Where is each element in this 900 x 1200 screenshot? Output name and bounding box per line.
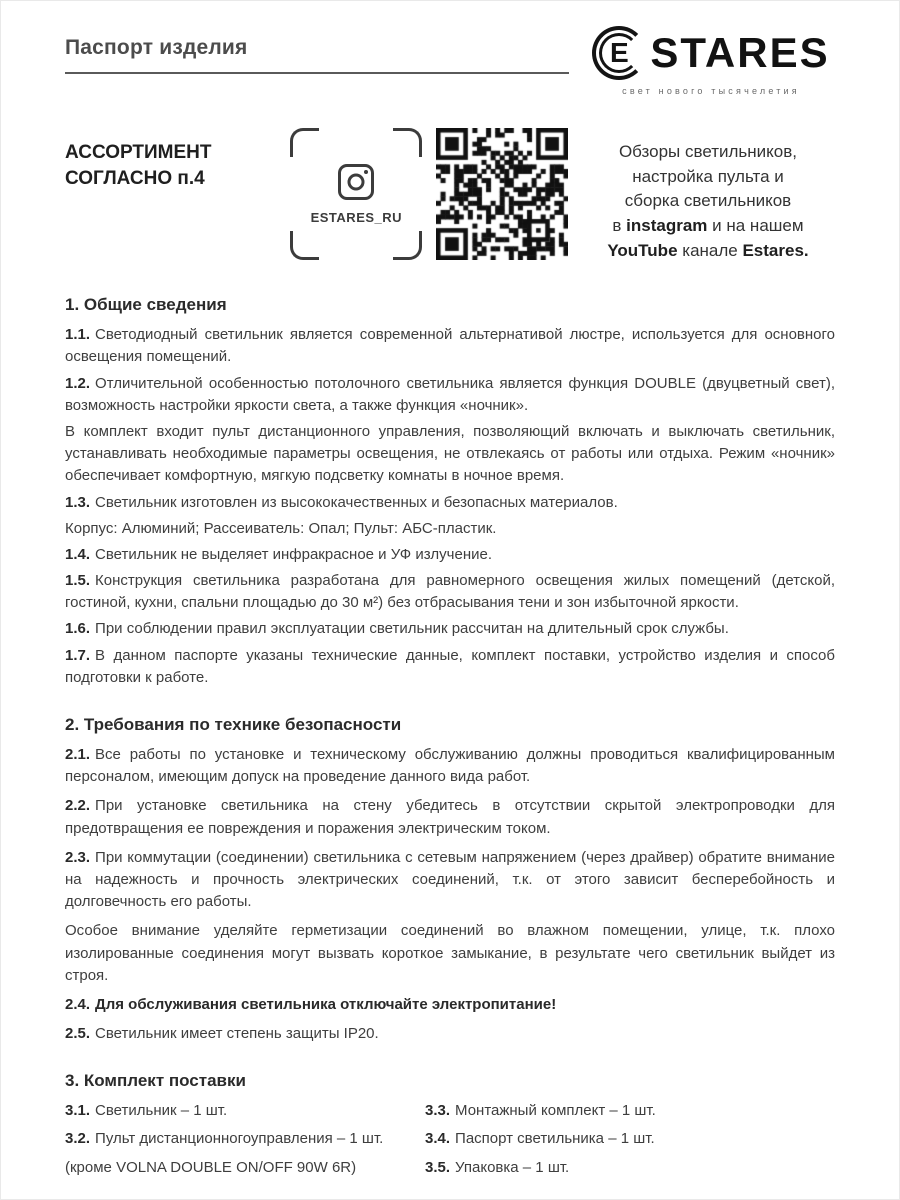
- paragraph: [65, 324, 835, 368]
- promo-bold-estares: Estares.: [742, 240, 809, 260]
- kit-item-text: Паспорт светильника – 1 шт.: [455, 1130, 655, 1148]
- logo-mark-letter: E: [610, 37, 629, 68]
- kit-item-number: 3.1.: [65, 1102, 91, 1120]
- section-package-contents: [65, 1071, 835, 1185]
- paragraph-number: 1.7.: [65, 646, 91, 664]
- logo-brand-text: STARES: [650, 29, 830, 76]
- section-general-info: [65, 295, 835, 689]
- paragraph: [65, 847, 835, 914]
- qr-code-block: [436, 128, 568, 260]
- badge-corner-icon: [290, 128, 319, 157]
- promo-bold-youtube: YouTube: [607, 240, 678, 260]
- assortment-row: [65, 128, 835, 263]
- instagram-icon: [338, 164, 374, 200]
- page-title: Паспорт изделия: [65, 36, 248, 59]
- kit-item-number: 3.2.: [65, 1130, 91, 1148]
- paragraph-text: Светодиодный светильник является современной альтернативой люстре, используется для основного освещения помещений.: [65, 326, 835, 366]
- promo-text-part: и на нашем: [707, 215, 804, 235]
- header-title-block: [65, 26, 569, 74]
- instagram-handle: ESTARES_RU: [310, 209, 403, 225]
- kit-item-text: Светильник – 1 шт.: [95, 1102, 228, 1120]
- paragraph: [65, 570, 835, 614]
- promo-line: настройка пульта и: [632, 166, 784, 186]
- paragraph-text: В данном паспорте указаны технические данные, комплект поставки, устройство изделия и способ подготовки к работе.: [65, 646, 835, 686]
- paragraph-number: 2.4.: [65, 995, 91, 1013]
- paragraph: [65, 645, 835, 689]
- qr-code: [436, 128, 568, 260]
- promo-line: [581, 239, 835, 264]
- kit-column-right: [425, 1100, 835, 1185]
- paragraph-number: 2.1.: [65, 746, 91, 764]
- kit-column-left: [65, 1100, 425, 1185]
- promo-bold-instagram: instagram: [626, 215, 708, 235]
- section-safety-requirements: [65, 715, 835, 1045]
- paragraph-number: 2.3.: [65, 848, 91, 866]
- promo-line: [581, 214, 835, 239]
- kit-item: [425, 1128, 835, 1150]
- paragraph-text: Все работы по установке и техническому обслуживанию должны проводиться квалифицированным персоналом, имеющим допуск на проведение данного вида работ.: [65, 746, 835, 786]
- kit-item: [425, 1157, 835, 1179]
- instagram-nametag-badge: [290, 128, 422, 260]
- kit-item-note: [65, 1157, 425, 1179]
- section-title: 1. Общие сведения: [65, 295, 227, 315]
- paragraph: [65, 421, 835, 488]
- paragraph-text: При коммутации (соединении) светильника с сетевым напряжением (через драйвер) обратите внимание на надежность и прочность электрических соединений, т.к. от этого зависит бесперебойность и долговечность его работы.: [65, 848, 835, 911]
- paragraph-number: 1.1.: [65, 326, 91, 344]
- paragraph-text: Отличительной особенностью потолочного светильника является функция DOUBLE (двуцветный свет), возможность настройки яркости света, а также функция «ночник».: [65, 374, 835, 414]
- promo-text-part: канале: [677, 240, 743, 260]
- promo-text-part: в: [612, 215, 627, 235]
- paragraph-number: 1.6.: [65, 620, 91, 638]
- paragraph-number: 1.2.: [65, 374, 91, 392]
- assortment-heading-line2: СОГЛАСНО п.4: [65, 167, 205, 189]
- promo-line: Обзоры светильников,: [618, 142, 798, 161]
- promo-line: сборка светильников: [624, 191, 792, 211]
- badge-corner-icon: [393, 128, 422, 157]
- paragraph-text: Светильник не выделяет инфракрасное и УФ излучение.: [95, 545, 493, 563]
- promo-text: [581, 140, 835, 263]
- paragraph: [65, 373, 835, 417]
- kit-item-text: Пульт дистанционногоуправления – 1 шт.: [95, 1130, 384, 1148]
- paragraph: [65, 920, 835, 987]
- paragraph-text: Корпус: Алюминий; Рассеиватель: Опал; Пульт: АБС-пластик.: [65, 519, 497, 537]
- kit-item-number: 3.3.: [425, 1102, 451, 1120]
- logo-tagline: свет нового тысячелетия: [622, 86, 800, 96]
- kit-item-number: 3.5.: [425, 1158, 451, 1176]
- kit-item-text: (кроме VOLNA DOUBLE ON/OFF 90W 6R): [65, 1158, 357, 1176]
- paragraph: [65, 544, 835, 566]
- paragraph-number: 2.2.: [65, 797, 91, 815]
- paragraph-text: Особое внимание уделяйте герметизации соединений во влажном помещении, улице, т.к. плохо изолированные соединения могут вызвать короткое замыкание, в результате чего светильник выйдет из строя.: [65, 922, 835, 984]
- paragraph-text: В комплект входит пульт дистанционного управления, позволяющий включать и выключать светильник, устанавливать необходимые параметры освещения, не отвлекаясь от работы или отдыха. Режим «ночник» обеспечивает комфортную, мягкую подсветку комнаты в ночное время.: [65, 422, 835, 485]
- estares-logo-mark-icon: [592, 26, 646, 80]
- section-title: 2. Требования по технике безопасности: [65, 715, 402, 735]
- kit-item: [65, 1100, 425, 1122]
- paragraph-text: Светильник имеет степень защиты IP20.: [95, 1025, 379, 1043]
- estares-logo: [587, 26, 835, 96]
- kit-item: [65, 1128, 425, 1150]
- paragraph-text: При соблюдении правил эксплуатации светильник рассчитан на длительный срок службы.: [95, 620, 729, 638]
- kit-columns: [65, 1100, 835, 1185]
- paragraph: [65, 518, 835, 540]
- estares-logo-row: [587, 26, 835, 80]
- badge-corner-icon: [393, 231, 422, 260]
- badge-corner-icon: [290, 231, 319, 260]
- paragraph: [65, 1023, 835, 1045]
- assortment-heading: [65, 140, 277, 263]
- assortment-heading-line1: АССОРТИМЕНТ: [65, 142, 212, 163]
- paragraph-number: 1.5.: [65, 572, 91, 590]
- paragraph-text: Светильник изготовлен из высококачественных и безопасных материалов.: [95, 493, 618, 511]
- paragraph: [65, 744, 835, 788]
- paragraph: [65, 492, 835, 514]
- paragraph: [65, 618, 835, 640]
- kit-item-number: 3.4.: [425, 1130, 451, 1148]
- page-header: [65, 26, 835, 96]
- kit-item: [425, 1100, 835, 1122]
- paragraph-number: 1.3.: [65, 493, 91, 511]
- paragraph-number: 2.5.: [65, 1025, 91, 1043]
- paragraph-text: Конструкция светильника разработана для равномерного освещения жилых помещений (детской, гостиной, кухни, спальни площадью до 30 м²) без отбрасывания тени и зон избыточной яркости.: [65, 572, 835, 612]
- kit-item-text: Монтажный комплект – 1 шт.: [455, 1102, 656, 1120]
- kit-item-text: Упаковка – 1 шт.: [455, 1158, 570, 1176]
- paragraph-warning: [65, 994, 835, 1016]
- header-divider: [65, 72, 569, 74]
- paragraph: [65, 795, 835, 839]
- paragraph-number: 1.4.: [65, 545, 91, 563]
- section-title: 3. Комплект поставки: [65, 1071, 246, 1091]
- paragraph-text: При установке светильника на стену убедитесь в отсутствии скрытой электропроводки для предотвращения ее повреждения и поражения электрическим током.: [65, 797, 835, 837]
- paragraph-text: Для обслуживания светильника отключайте электропитание!: [95, 995, 557, 1013]
